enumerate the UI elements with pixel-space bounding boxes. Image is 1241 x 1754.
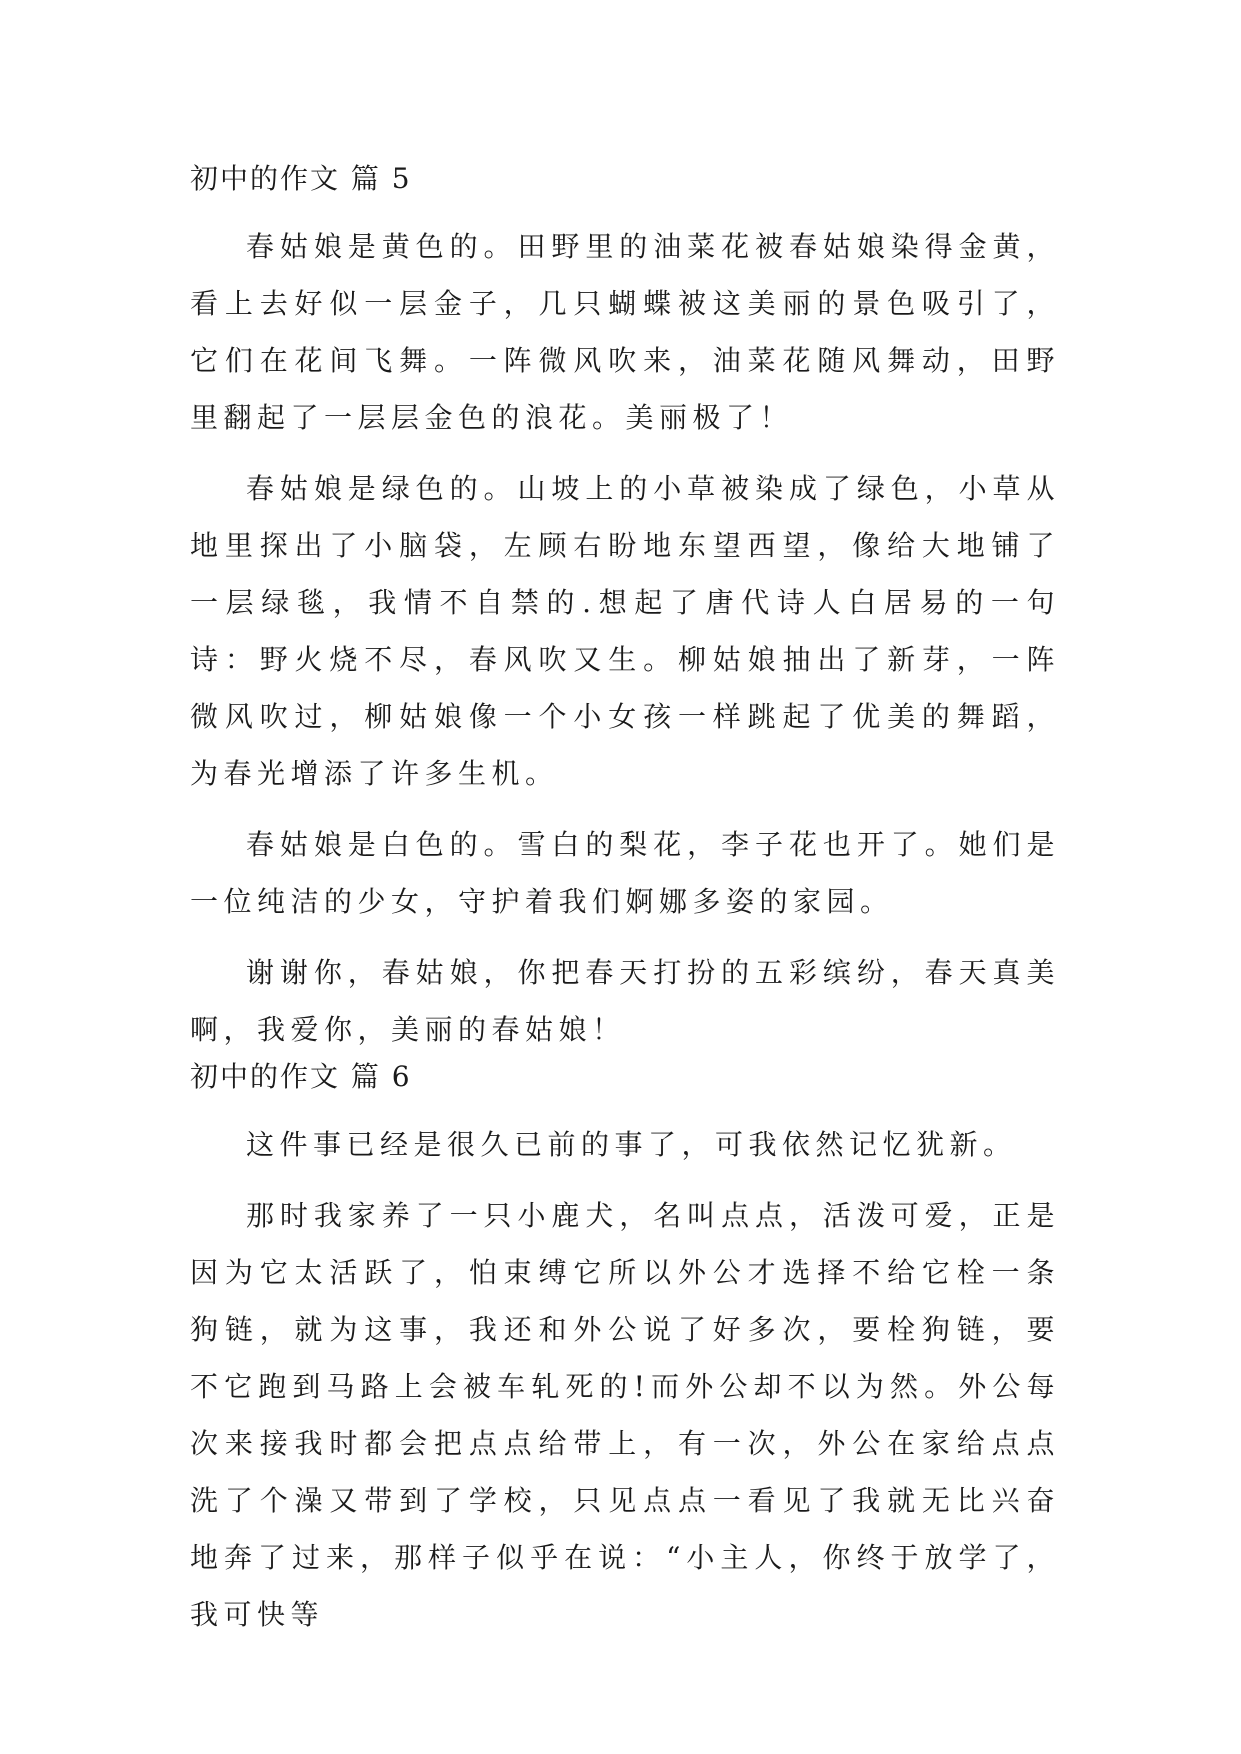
paragraph: 那时我家养了一只小鹿犬，名叫点点，活泼可爱，正是因为它太活跃了，怕束缚它所以外公才选择不给它栓一条狗链，就为这事，我还和外公说了好多次，要栓狗链，要不它跑到马路上会被车轧死的!而外公却不以为然。外公每次来接我时都会把点点给带上，有一次，外公在家给点点洗了个澡又带到了学校，只见点点一看见了我就无比兴奋地奔了过来，那样子似乎在说：“小主人，你终于放学了，我可快等 xyxy=(190,1199,1060,1631)
paragraph: 春姑娘是绿色的。山坡上的小草被染成了绿色，小草从地里探出了小脑袋，左顾右盼地东望西望，像给大地铺了一层绿毯，我情不自禁的.想起了唐代诗人白居易的一句诗：野火烧不尽，春风吹又生。柳姑娘抽出了新芽，一阵微风吹过，柳姑娘像一个小女孩一样跳起了优美的舞蹈，为春光增添了许多生机。 xyxy=(190,472,1060,790)
paragraph: 春姑娘是白色的。雪白的梨花，李子花也开了。她们是一位纯洁的少女，守护着我们婀娜多姿的家园。 xyxy=(190,828,1060,918)
section-heading-6: 初中的作文 篇 6 xyxy=(190,1060,412,1093)
paragraph: 这件事已经是很久已前的事了，可我依然记忆犹新。 xyxy=(246,1128,1017,1161)
essay-text xyxy=(190,160,1060,1657)
paragraph: 谢谢你，春姑娘，你把春天打扮的五彩缤纷，春天真美啊，我爱你，美丽的春姑娘！ xyxy=(190,956,1060,1046)
section-heading-5: 初中的作文 篇 5 xyxy=(190,162,412,195)
paragraph: 春姑娘是黄色的。田野里的油菜花被春姑娘染得金黄，看上去好似一层金子，几只蝴蝶被这美丽的景色吸引了，它们在花间飞舞。一阵微风吹来，油菜花随风舞动，田野里翻起了一层层金色的浪花。美丽极了！ xyxy=(190,230,1060,434)
